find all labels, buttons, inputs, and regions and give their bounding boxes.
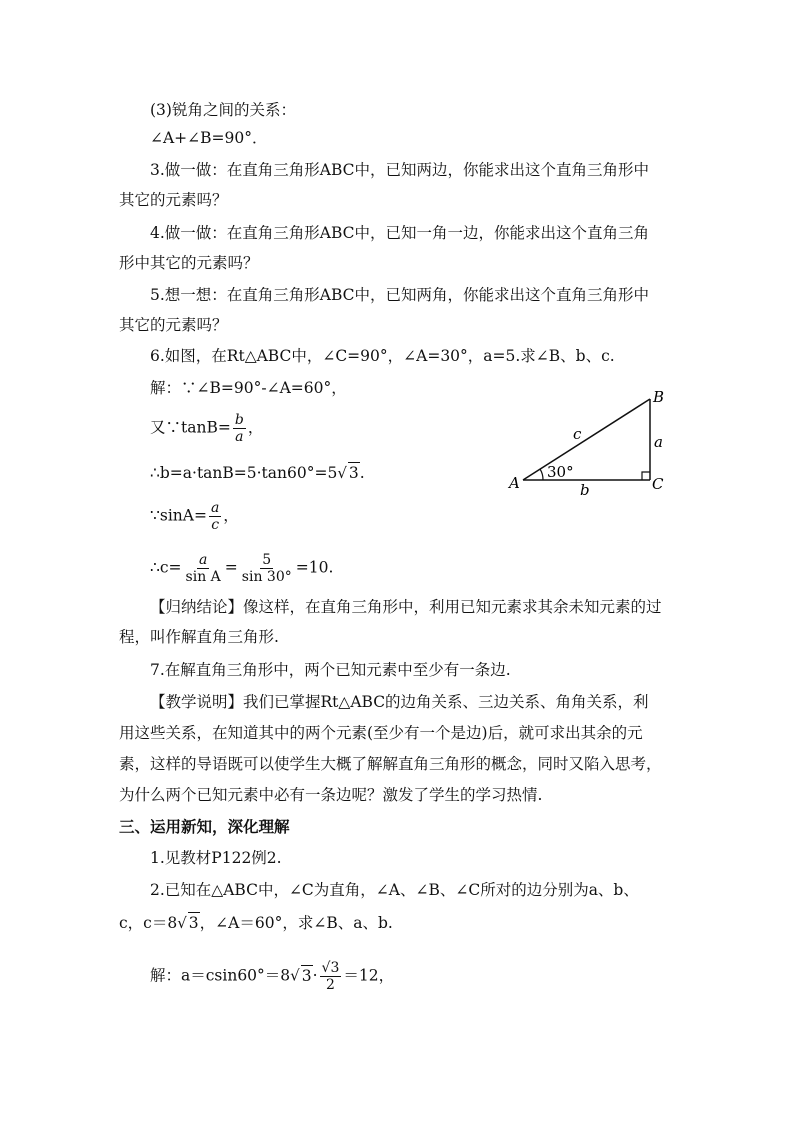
text-line: 素，这样的导语既可以使学生大概了解解直角三角形的概念，同时又陷入思考， [119, 755, 662, 773]
text-line: 3.做一做：在直角三角形ABC中，已知两边，你能求出这个直角三角形中 [150, 161, 650, 179]
triangle-figure [505, 385, 680, 500]
text-line: 为什么两个已知元素中必有一条边呢？激发了学生的学习热情. [119, 786, 543, 804]
right-angle-mark [642, 472, 650, 480]
text-line: 4.做一做：在直角三角形ABC中，已知一角一边，你能求出这个直角三角 [150, 224, 650, 242]
text-line: 程，叫作解直角三角形. [119, 628, 279, 646]
formula-line: ∵sinA= $\frac{a}{c}$ ， [150, 500, 239, 533]
side-c-line [523, 399, 650, 480]
text-line: 2.已知在△ABC中，∠C为直角，∠A、∠B、∠C所对的边分别为a、b、 [150, 881, 639, 899]
text-line: 用这些关系，在知道其中的两个元素(至少有一个是边)后，就可求出其余的元 [119, 724, 643, 742]
text-line: 【归纳结论】像这样，在直角三角形中，利用已知元素求其余未知元素的过 [150, 598, 662, 616]
formula-line: ∴c= $\frac{a}{\text{sin A}}$ = $\frac{5}{\sin 30^\circ}$ =10. [150, 552, 334, 585]
text-line: 7.在解直角三角形中，两个已知元素中至少有一条边. [150, 661, 511, 679]
angle-label: 30° [547, 463, 574, 481]
text-line: 5.想一想：在直角三角形ABC中，已知两角，你能求出这个直角三角形中 [150, 286, 650, 304]
text-line: 其它的元素吗？ [119, 316, 228, 334]
side-b-label: b [580, 481, 590, 499]
formula-line: 又∵tanB= $\frac{b}{a}$ ， [150, 412, 264, 445]
text-line: 形中其它的元素吗？ [119, 254, 259, 272]
text-line: 6.如图，在Rt△ABC中，∠C=90°，∠A=30°，a=5.求∠B、b、c. [150, 347, 615, 365]
formula-line: c，c＝8√ 3，∠A＝60°，求∠B、a、b. [119, 914, 393, 932]
vertex-b-label: B [653, 388, 665, 406]
vertex-c-label: C [652, 475, 664, 493]
text-line: 1.见教材P122例2. [150, 849, 282, 867]
vertex-a-label: A [509, 474, 520, 492]
side-a-label: a [654, 433, 663, 451]
text-line: (3)锐角之间的关系： [150, 101, 296, 119]
angle-arc [540, 469, 543, 480]
text-line: ∠A+∠B=90°． [150, 129, 268, 147]
section-heading: 三、运用新知，深化理解 [119, 817, 290, 836]
text-line: 解：∵∠B=90°-∠A=60°， [150, 379, 347, 397]
side-c-label: c [573, 425, 582, 443]
text-line: 其它的元素吗？ [119, 191, 228, 209]
formula-line: 解：a＝csin60°＝8√ 3· $\frac{√3}{2}$ ＝12， [150, 960, 395, 993]
text-line: 【教学说明】我们已掌握Rt△ABC的边角关系、三边关系、角角关系，利 [150, 693, 649, 711]
formula-line: ∴b=a·tanB=5·tan60°=5√ 3. [150, 464, 365, 482]
